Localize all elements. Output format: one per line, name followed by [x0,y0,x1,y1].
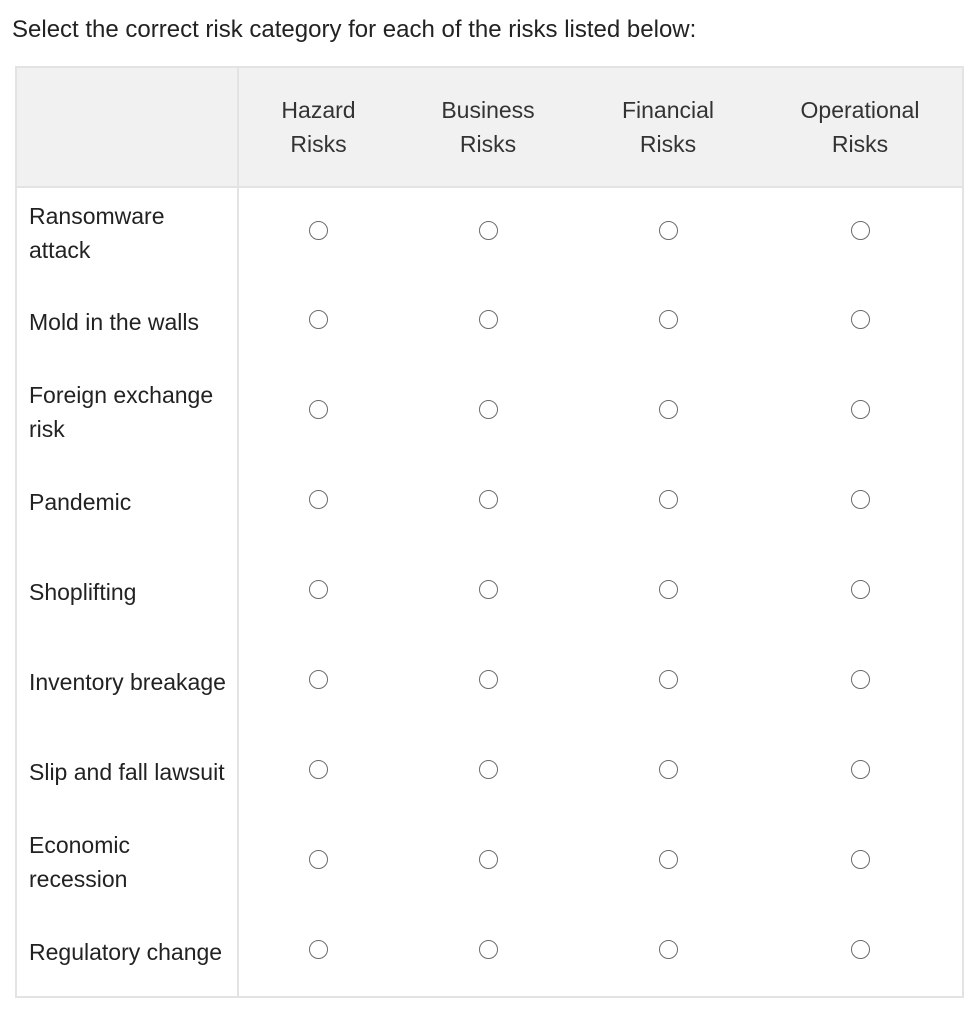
radio-ransomware-operational[interactable] [851,221,870,240]
row-label-pandemic: Pandemic [16,457,238,547]
radio-mold-financial[interactable] [659,310,678,329]
radio-ransomware-financial[interactable] [659,221,678,240]
radio-mold-business[interactable] [479,310,498,329]
row-label-shoplifting: Shoplifting [16,547,238,637]
column-header-hazard-risks: Hazard Risks [238,67,398,187]
radio-shoplifting-business[interactable] [479,580,498,599]
column-header-business-risks: Business Risks [398,67,578,187]
matrix-row [16,547,963,637]
radio-slip-financial[interactable] [659,760,678,779]
radio-slip-business[interactable] [479,760,498,779]
question-prompt: Select the correct risk category for each of the risks listed below: [12,16,697,43]
radio-pandemic-operational[interactable] [851,490,870,509]
radio-shoplifting-operational[interactable] [851,580,870,599]
radio-ransomware-business[interactable] [479,221,498,240]
row-label-ransomware-attack: Ransomware attack [16,187,238,277]
radio-recession-business[interactable] [479,850,498,869]
row-label-inventory-breakage: Inventory breakage [16,637,238,727]
matrix-row [16,727,963,817]
radio-mold-operational[interactable] [851,310,870,329]
radio-shoplifting-financial[interactable] [659,580,678,599]
radio-regulatory-operational[interactable] [851,940,870,959]
radio-regulatory-hazard[interactable] [309,940,328,959]
radio-mold-hazard[interactable] [309,310,328,329]
matrix-row [16,277,963,367]
radio-fx-operational[interactable] [851,400,870,419]
radio-recession-operational[interactable] [851,850,870,869]
radio-pandemic-business[interactable] [479,490,498,509]
column-header-operational-risks: Operational Risks [758,67,963,187]
radio-inventory-operational[interactable] [851,670,870,689]
matrix-row [16,817,963,907]
row-label-slip-and-fall-lawsuit: Slip and fall lawsuit [16,727,238,817]
radio-fx-hazard[interactable] [309,400,328,419]
radio-recession-financial[interactable] [659,850,678,869]
row-label-economic-recession: Economic recession [16,817,238,907]
radio-pandemic-hazard[interactable] [309,490,328,509]
column-header-row [16,67,963,187]
radio-recession-hazard[interactable] [309,850,328,869]
row-label-foreign-exchange-risk: Foreign exchange risk [16,367,238,457]
radio-slip-operational[interactable] [851,760,870,779]
radio-fx-business[interactable] [479,400,498,419]
risk-matrix-table [15,66,964,998]
matrix-row [16,367,963,457]
radio-regulatory-business[interactable] [479,940,498,959]
radio-slip-hazard[interactable] [309,760,328,779]
radio-inventory-financial[interactable] [659,670,678,689]
matrix-row [16,637,963,727]
radio-inventory-hazard[interactable] [309,670,328,689]
matrix-row [16,907,963,997]
radio-ransomware-hazard[interactable] [309,221,328,240]
radio-pandemic-financial[interactable] [659,490,678,509]
radio-regulatory-financial[interactable] [659,940,678,959]
row-label-mold-in-the-walls: Mold in the walls [16,277,238,367]
row-label-regulatory-change: Regulatory change [16,907,238,997]
radio-fx-financial[interactable] [659,400,678,419]
header-corner-cell [16,67,238,187]
radio-shoplifting-hazard[interactable] [309,580,328,599]
matrix-row [16,457,963,547]
column-header-financial-risks: Financial Risks [578,67,758,187]
matrix-row [16,187,963,277]
radio-inventory-business[interactable] [479,670,498,689]
